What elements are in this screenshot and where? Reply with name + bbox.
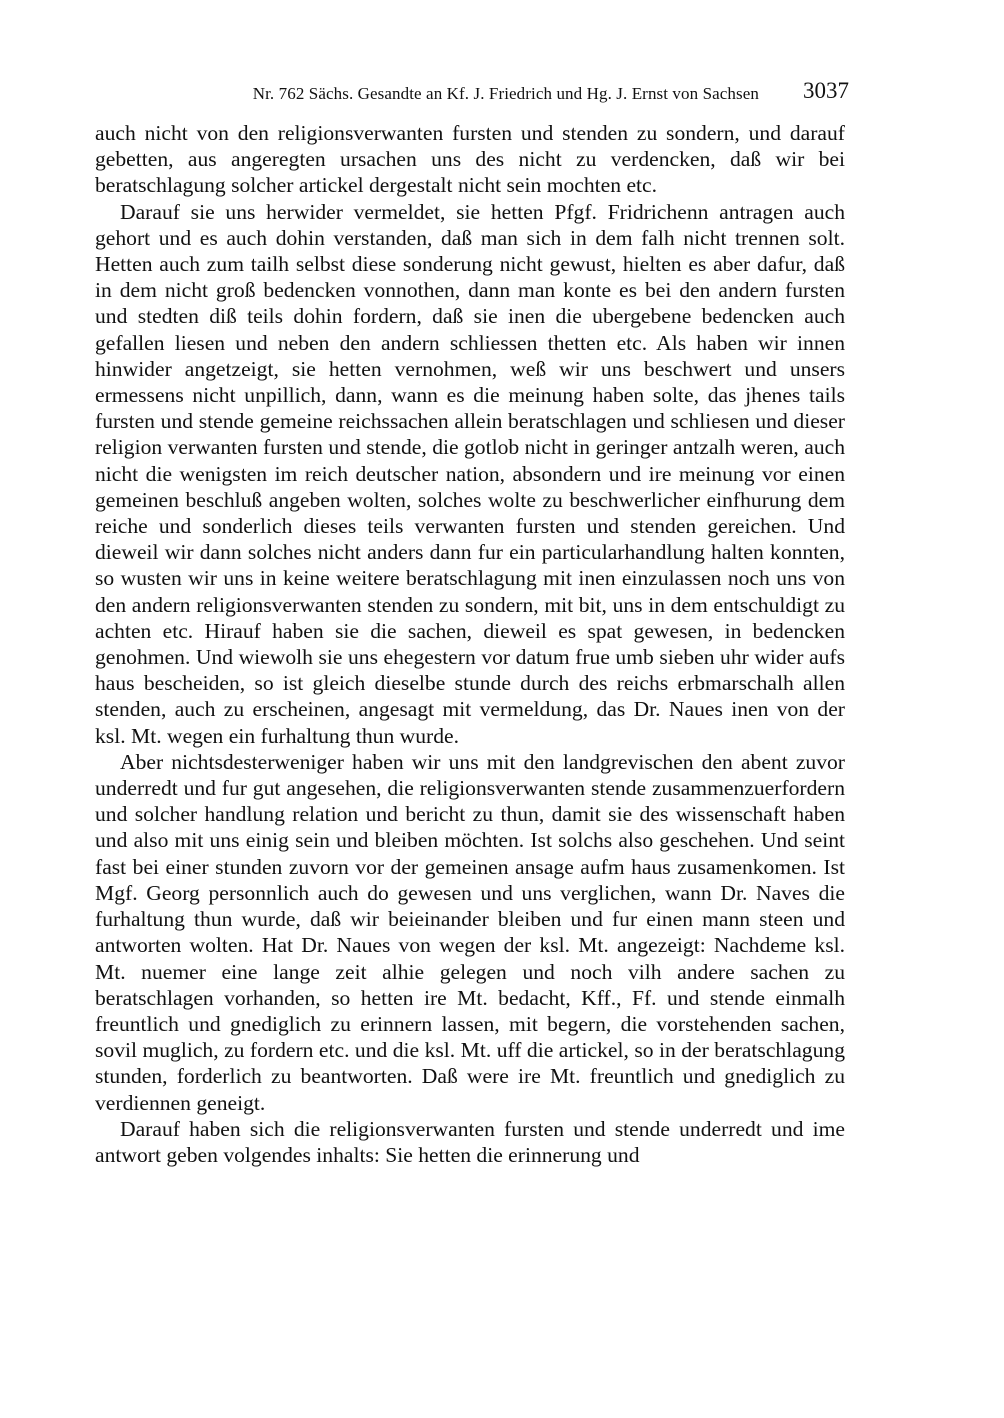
body-text (95, 120, 845, 1168)
paragraph-continuation: auch nicht von den religionsverwanten fursten und stenden zu sondern, und darauf gebetten, aus angeregten ursachen uns des nicht zu verdencken, daß wir bei beratschlagung solcher artickel dergestalt nicht sein mochten etc. (95, 121, 845, 198)
paragraph: Darauf haben sich die religionsverwanten fursten und stende underredt und ime antwort geben volgendes inhalts: Sie hetten die erinnerung und (95, 1116, 845, 1167)
running-title: Nr. 762 Sächs. Gesandte an Kf. J. Friedrich und Hg. J. Ernst von Sachsen (252, 84, 759, 103)
paragraph: Aber nichtsdesterweniger haben wir uns mit den landgrevischen den abent zuvor underredt und fur gut angesehen, die religionsverwanten stende zusammenzuerfordern und solcher handlung relation und bericht zu thun, damit sie des wissenschaft haben und also mit uns einig sein und bleiben möchten. Ist solchs also geschehen. Und seint fast bei einer stunden zuvorn vor der gemeinen ansage aufm haus zusamenkomen. Ist Mgf. Georg personnlich auch do gewesen und uns verglichen, wann Dr. Naves die furhaltung thun wurde, daß wir beieinander bleiben und fur einen mann steen und antworten wolten. Hat Dr. Naues von wegen der ksl. Mt. angezeigt: Nachdeme ksl. Mt. nuemer eine lange zeit alhie gelegen und noch vilh andere sachen zu beratschlagen vorhanden, so hetten ire Mt. bedacht, Kff., Ff. und stende einmalh freuntlich und gnediglich zu erinnern lassen, mit begern, die vorstehenden sachen, sovil muglich, zu fordern etc. und die ksl. Mt. uff die artickel, so in der beratschlagung stunden, forderlich zu beantworten. Daß were ire Mt. freuntlich und gnediglich zu verdiennen geneigt. (95, 749, 845, 1115)
paragraph: Darauf sie uns herwider vermeldet, sie hetten Pfgf. Fridrichenn antragen auch gehort und es auch dohin verstanden, daß man sich in dem falh nicht trennen solt. Hetten auch zum tailh selbst diese sonderung nicht gewust, hielten es aber dafur, daß in dem nicht groß bedencken vonnothen, dann man konte es bei den andern fursten und stedten diß teils dohin fordern, daß sie inen die ubergebene bedencken auch gefallen liesen und neben den andern schliessen thetten etc. Als haben wir innen hinwider angetzeigt, sie hetten vernohmen, weß wir uns beschwert und unsers ermessens nicht unpillich, dann, wann es die meinung haben solte, das jhenes tails fursten und stende gemeine reichssachen allein beratschlagen und schliesen und dieser religion verwanten fursten und stende, die gotlob nicht in geringer antzalh weren, auch nicht die wenigsten im reich deutscher nation, absondern und ire meinung vor einen gemeinen beschluß angeben wolten, solches wolte zu beschwerlicher einfhurung dem reiche und sonderlich dieses teils verwanten fursten und stenden gereichen. Und dieweil wir dann solches nicht anders dann fur ein particularhandlung halten konnten, so wusten wir uns in keine weitere beratschlagung mit inen einzulassen noch uns von den andern religionsverwanten stenden zu sondern, mit bit, uns in dem entschuldigt zu achten etc. Hirauf haben sie die sachen, dieweil es spat gewesen, in bedencken genohmen. Und wiewolh sie uns ehegestern vor datum frue umb sieben uhr wider aufs haus bescheiden, so ist gleich dieselbe stunde durch des reichs erbmarschalh allen stenden, auch zu erscheinen, angesagt mit vermeldung, das Dr. Naues inen von der ksl. Mt. wegen ein furhaltung thun wurde. (95, 199, 845, 748)
page-number: 3037 (803, 78, 849, 103)
running-head (95, 78, 849, 108)
